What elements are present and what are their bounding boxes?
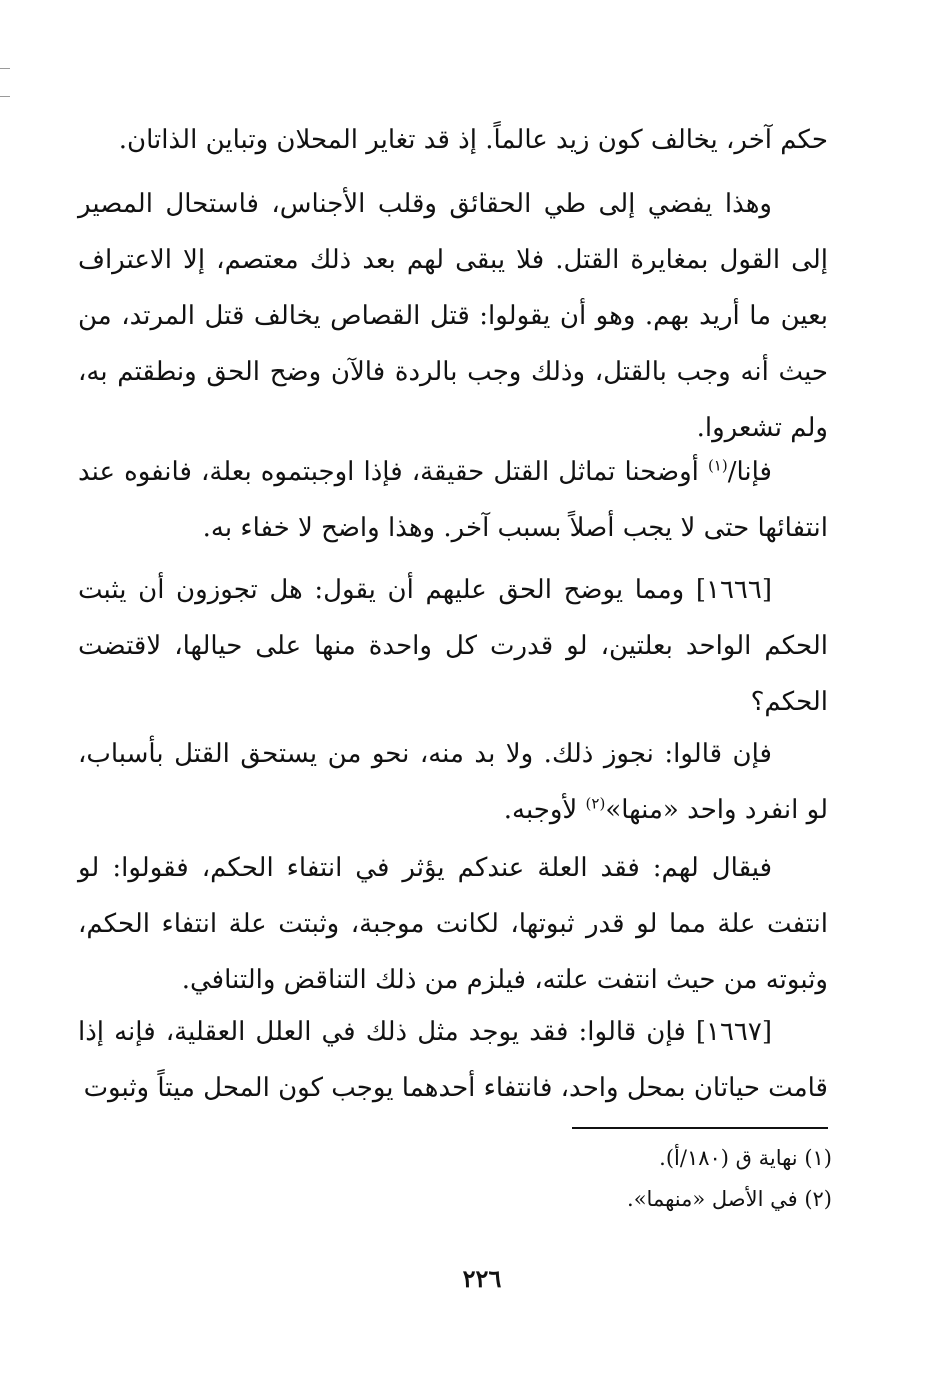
paragraph-1-block [78,112,828,168]
paragraph-3 [78,444,828,556]
page-number: ٢٢٦ [462,1264,502,1293]
paragraph-6: فيقال لهم: فقد العلة عندكم يؤثر في انتفاء الحكم، فقولوا: لو انتفت علة مما لو قدر ثبوتها، لكانت موجبة، وثبتت علة انتفاء الحكم، وثبوته من حيث انتفت علته، فيلزم من ذلك التناقض والتنافي. [78,853,828,995]
paragraph-5 [78,726,828,838]
paragraph-5-start: فإن قالوا: نجوز ذلك. ولا بد منه، نحو من يستحق القتل بأسباب، لو انفرد واحد «منها» [78,739,828,825]
scan-edge-mark [0,68,10,69]
paragraph-5-rest: لأوجبه. [503,795,586,825]
paragraph-6-block [78,840,828,1008]
paragraph-4: [١٦٦٦] ومما يوضح الحق عليهم أن يقول: هل تجوزون أن يثبت الحكم الواحد بعلتين، لو قدرت كل واحدة منها على حيالها، لاقتضت الحكم؟ [78,575,828,717]
footnote-1: (١) نهاية ق (١٨٠/أ). [659,1146,832,1170]
paragraph-4-block [78,562,828,730]
footnote-ref-1: (١) [707,456,728,475]
paragraph-2-block [78,176,828,456]
paragraph-3-start: فإنا/ [727,457,772,487]
paragraph-3-rest: أوضحنا تماثل القتل حقيقة، فإذا اوجبتموه بعلة، فانفوه عند انتفائها حتى لا يجب أصلاً بسبب آخر. وهذا واضح لا خفاء به. [78,457,828,543]
paragraph-3-block [78,444,828,556]
paragraph-1: حكم آخر، يخالف كون زيد عالماً. إذ قد تغاير المحلان وتباين الذاتان. [118,125,828,155]
footnote-ref-2: (٢) [585,794,606,813]
scan-edge-mark [0,96,10,97]
footnote-2: (٢) في الأصل «منهما». [627,1187,832,1211]
paragraph-5-block [78,726,828,838]
paragraph-2: وهذا يفضي إلى طي الحقائق وقلب الأجناس، فاستحال المصير إلى القول بمغايرة القتل. فلا يبقى لهم بعد ذلك معتصم، إلا الاعتراف بعين ما أريد بهم. وهو أن يقولوا: قتل القصاص يخالف قتل المرتد، من حيث أنه وجب بالقتل، وذلك وجب بالردة فالآن وضح الحق ونطقتم به، ولم تشعروا. [78,189,828,443]
paragraph-7: [١٦٦٧] فإن قالوا: فقد يوجد مثل ذلك في العلل العقلية، فإنه إذا قامت حياتان بمحل واحد، فانتفاء أحدهما يوجب كون المحل ميتاً وثبوت [78,1017,828,1103]
paragraph-7-block [78,1004,828,1116]
footnote-separator [572,1127,828,1129]
